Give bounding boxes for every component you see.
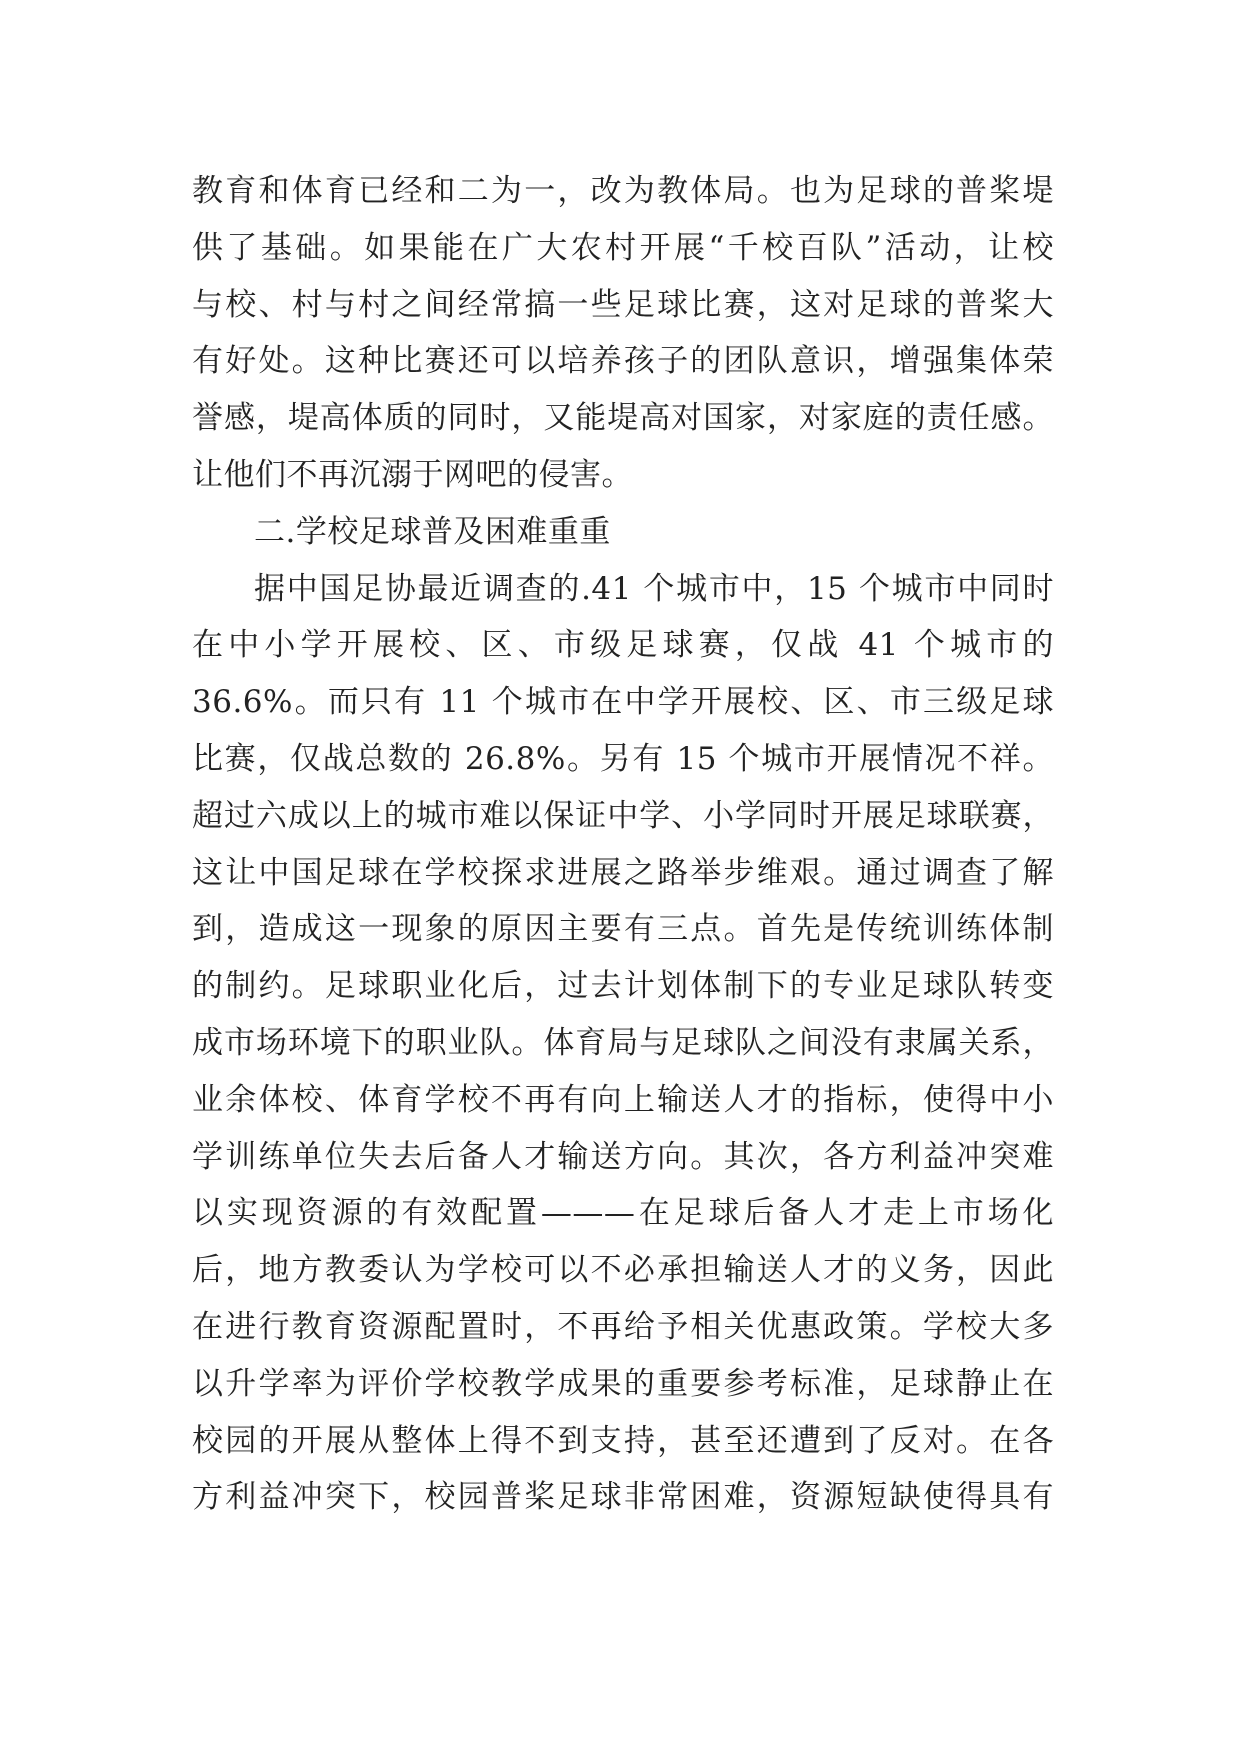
text-line: 学训练单位失去后备人才输送方向。其次，各方利益冲突难 bbox=[192, 1138, 1054, 1175]
text-line: 36.6%。而只有 11 个城市在中学开展校、区、市三级足球 bbox=[192, 684, 1054, 721]
text-line: 方利益冲突下，校园普桨足球非常困难，资源短缺使得具有 bbox=[192, 1479, 1054, 1516]
text-line: 让他们不再沉溺于网吧的侵害。 bbox=[192, 456, 633, 493]
text-line: 以实现资源的有效配置———在足球后备人才走上市场化 bbox=[192, 1195, 1054, 1232]
text-line: 在进行教育资源配置时，不再给予相关优惠政策。学校大多 bbox=[192, 1308, 1054, 1345]
paragraph bbox=[192, 561, 1054, 1527]
text-line: 到，造成这一现象的原因主要有三点。首先是传统训练体制 bbox=[192, 911, 1054, 948]
text-line: 业余体校、体育学校不再有向上输送人才的指标，使得中小 bbox=[192, 1081, 1054, 1118]
text-line: 超过六成以上的城市难以保证中学、小学同时开展足球联赛， bbox=[192, 797, 1054, 834]
text-line: 比赛，仅战总数的 26.8%。另有 15 个城市开展情况不祥。 bbox=[192, 740, 1054, 777]
text-line: 誉感，堤高体质的同时，又能堤高对国家，对家庭的责任感。 bbox=[192, 400, 1054, 437]
text-line: 教育和体育已经和二为一，改为教体局。也为足球的普桨堤 bbox=[192, 173, 1054, 209]
text-line: 与校、村与村之间经常搞一些足球比赛，这对足球的普桨大 bbox=[192, 286, 1054, 323]
section-heading: 二.学校足球普及困难重重 bbox=[254, 513, 611, 550]
text-line: 有好处。这种比赛还可以培养孩子的团队意识，增强集体荣 bbox=[192, 343, 1054, 380]
text-line: 据中国足协最近调查的.41 个城市中，15 个城市中同时 bbox=[254, 570, 1054, 607]
text-line: 供了基础。如果能在广大农村开展“千校百队”活动，让校 bbox=[192, 229, 1054, 266]
text-line: 的制约。足球职业化后，过去计划体制下的专业足球队转变 bbox=[192, 968, 1054, 1005]
text-line: 以升学率为评价学校教学成果的重要参考标准，足球静止在 bbox=[192, 1365, 1054, 1402]
text-line: 在中小学开展校、区、市级足球赛，仅战 41 个城市的 bbox=[192, 627, 1054, 664]
paragraph bbox=[192, 163, 1054, 504]
text-line: 这让中国足球在学校探求进展之路举步维艰。通过调查了解 bbox=[192, 854, 1054, 891]
text-line: 校园的开展从整体上得不到支持，甚至还遭到了反对。在各 bbox=[192, 1422, 1054, 1459]
text-line: 后，地方教委认为学校可以不必承担输送人才的义务，因此 bbox=[192, 1252, 1054, 1289]
document-body bbox=[192, 163, 1054, 1526]
text-line: 成市场环境下的职业队。体育局与足球队之间没有隶属关系， bbox=[192, 1024, 1054, 1061]
